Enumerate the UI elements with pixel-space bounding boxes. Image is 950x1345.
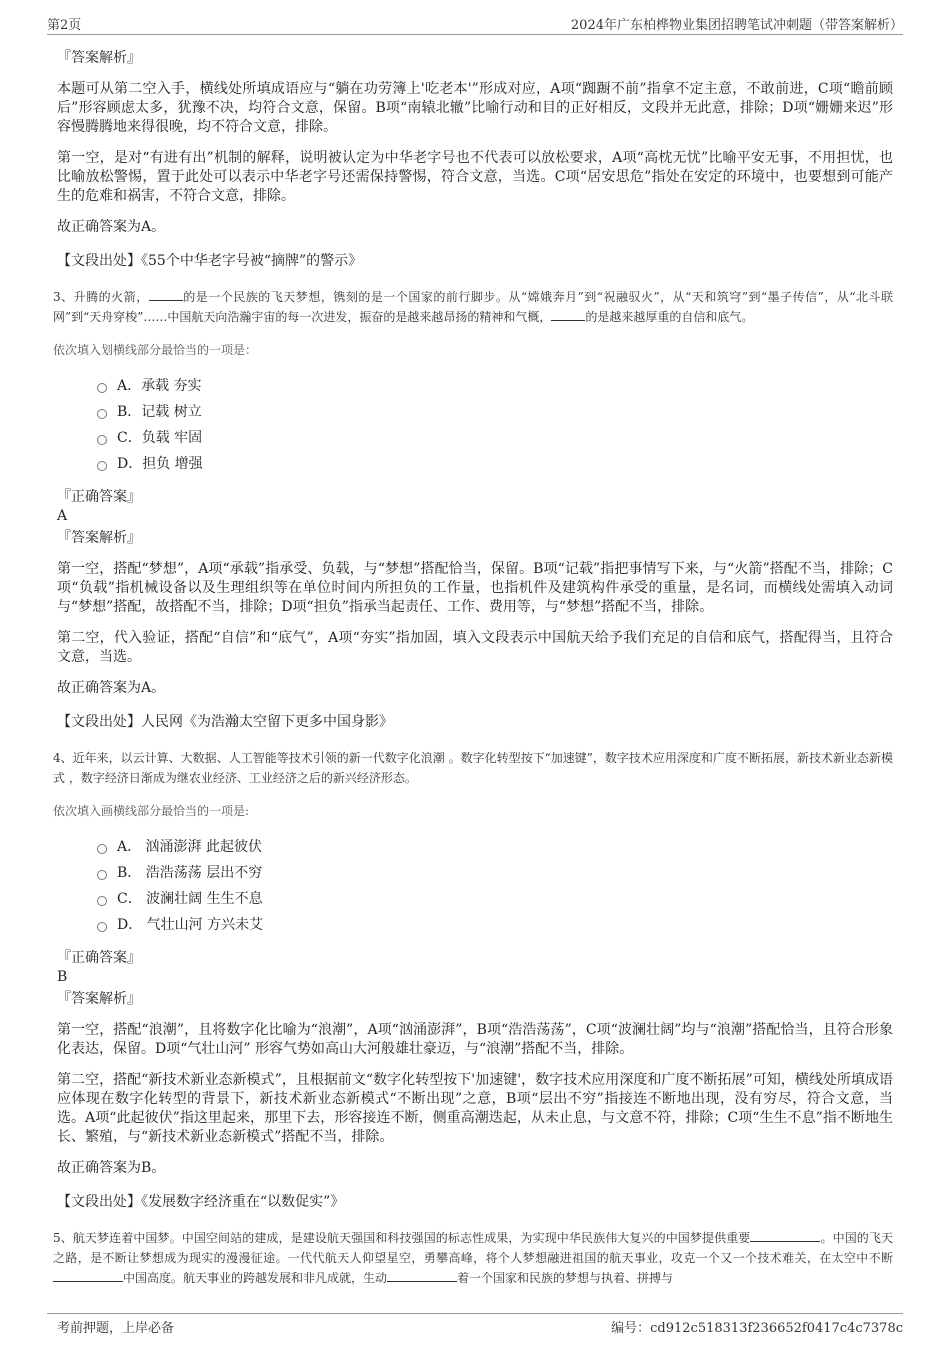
option-c[interactable]: C．负载 牢固 — [97, 425, 893, 451]
option-a[interactable]: A．承载 夯实 — [97, 373, 893, 399]
page-number: 第2页 — [47, 18, 82, 33]
answer-statement: 故正确答案为A。 — [57, 219, 166, 235]
footer-slogan: 考前押题，上岸必备 — [57, 1321, 175, 1336]
analysis-label: 『答案解析』 — [57, 530, 141, 546]
analysis-paragraph: 第一空，搭配“梦想”，A项“承载”指承受、负载，与“梦想”搭配恰当，保留。B项“记载”指把事情写下来，与“火箭”搭配不当，排除；C项“负载”指机械设备以及生理组织等在单位时间内所担负的工作量，也指机件及建筑构件承受的重量，是名词，而横线处需填入动词与“梦想”搭配，故搭配不当，排除；D项“担负”指承当起责任、工作、费用等，与“梦想”搭配不当，排除。 — [57, 561, 893, 615]
correct-answer-label: 『正确答案』 — [57, 489, 141, 505]
question-3 — [53, 287, 894, 732]
option-a[interactable]: A． 汹涌澎湃 此起彼伏 — [97, 834, 893, 860]
analysis-paragraph: 第二空，搭配“新技术新业态新模式”，且根据前文“数字化转型按下'加速键'，数字技术应用深度和广度不断拓展”可知，横线处所填成语应体现在数字化转型的背景下，新技术新业态新模式“不断出现”之意，B项“层出不穷”指接连不断地出现，没有穷尽，符合文意，当选。A项“此起彼伏”指这里起来，那里下去，形容接连不断，侧重高潮迭起，从未止息，与文意不符，排除；C项“生生不息”指不断地生长、繁殖，与“新技术新业态新模式”搭配不当，排除。 — [57, 1072, 893, 1145]
option-list — [97, 373, 893, 477]
question-text: 3、升腾的火箭， 的是一个民族的飞天梦想，镌刻的是一个国家的前行脚步。从“嫦娥奔月”到“祝融驭火”，从“天和筑穹”到“墨子传信”，从“北斗联网”到“天舟穿梭”……中国航天向浩瀚宇宙的每一次进发，振奋的是越来越昂扬的精神和气概， 的是越来越厚重的自信和底气。 — [53, 290, 894, 324]
analysis-label: 『答案解析』 — [57, 991, 141, 1007]
fill-blank — [53, 1269, 123, 1282]
document-id: 编号：cd912c518313f236652f0417c4c7378c — [611, 1321, 903, 1336]
correct-answer: B — [57, 969, 68, 985]
question-5 — [53, 1228, 893, 1288]
option-c[interactable]: C． 波澜壮阔 生生不息 — [97, 886, 893, 912]
source-citation: 【文段出处】《发展数字经济重在“以数促实”》 — [57, 1194, 345, 1210]
radio-icon[interactable] — [97, 896, 107, 906]
page-footer — [47, 1313, 903, 1336]
correct-answer: A — [57, 508, 68, 524]
analysis-label: 『答案解析』 — [57, 50, 141, 66]
question-text: 5、航天梦连着中国梦。中国空间站的建成，是建设航天强国和科技强国的标志性成果，为实现中华民族伟大复兴的中国梦提供重要 。中国的飞天之路，是不断让梦想成为现实的漫漫征途。一代代航天人仰望星空，勇攀高峰，将个人梦想融进祖国的航天事业，攻克一个又一个技术难关，在太空中不断中国高度。航天事业的跨越发展和非凡成就，生动 着一个国家和民族的梦想与执着、拼搏与 — [53, 1231, 893, 1285]
document-title: 2024年广东柏桦物业集团招聘笔试冲刺题（带答案解析） — [570, 18, 903, 33]
option-d[interactable]: D．担负 增强 — [97, 451, 893, 477]
source-citation: 【文段出处】《55个中华老字号被“摘牌”的警示》 — [57, 253, 363, 269]
option-list — [97, 834, 893, 938]
radio-icon[interactable] — [97, 461, 107, 471]
fill-blank — [750, 1229, 820, 1242]
fill-blank — [149, 288, 183, 301]
analysis-paragraph: 第二空，代入验证，搭配“自信”和“底气”，A项“夯实”指加固，填入文段表示中国航天给予我们充足的自信和底气，搭配得当，且符合文意，当选。 — [57, 630, 893, 665]
analysis-paragraph: 第一空，是对“有进有出”机制的解释，说明被认定为中华老字号也不代表可以放松要求，A项“高枕无忧”比喻平安无事，不用担忧，也比喻放松警惕，置于此处可以表示中华老字号还需保持警惕，符合文意，当选。C项“居安思危”指处在安定的环境中，也要想到可能产生的危难和祸害，不符合文意，排除。 — [57, 150, 893, 204]
question-2-analysis — [57, 48, 893, 271]
option-d[interactable]: D． 气壮山河 方兴未艾 — [97, 912, 893, 938]
question-4 — [53, 748, 893, 1212]
question-text: 4、近年来，以云计算、大数据、人工智能等技术引领的新一代数字化浪潮 。数字化转型按下“加速键”，数字技术应用深度和广度不断拓展，新技术新业态新模式 ，数字经济日渐成为继农业经济、工业经济之后的新兴经济形态。 — [53, 751, 893, 785]
radio-icon[interactable] — [97, 383, 107, 393]
answer-statement: 故正确答案为A。 — [57, 680, 166, 696]
option-b[interactable]: B． 浩浩荡荡 层出不穷 — [97, 860, 893, 886]
fill-blank — [551, 308, 585, 321]
radio-icon[interactable] — [97, 844, 107, 854]
question-prompt: 依次填入划横线部分最恰当的一项是： — [53, 343, 258, 357]
answer-statement: 故正确答案为B。 — [57, 1160, 166, 1176]
radio-icon[interactable] — [97, 435, 107, 445]
radio-icon[interactable] — [97, 409, 107, 419]
page-header — [47, 12, 903, 35]
fill-blank — [387, 1269, 457, 1282]
question-prompt: 依次填入画横线部分最恰当的一项是: — [53, 804, 250, 818]
document-body — [53, 45, 894, 1288]
analysis-paragraph: 第一空，搭配“浪潮”，且将数字化比喻为“浪潮”，A项“汹涌澎湃”，B项“浩浩荡荡”，C项“波澜壮阔”均与“浪潮”搭配恰当，且符合形象化表达，保留。D项“气壮山河” 形容气势如高山大河般雄壮豪迈，与“浪潮”搭配不当，排除。 — [57, 1022, 893, 1057]
source-citation: 【文段出处】人民网《为浩瀚太空留下更多中国身影》 — [57, 714, 393, 730]
option-b[interactable]: B．记载 树立 — [97, 399, 893, 425]
correct-answer-label: 『正确答案』 — [57, 950, 141, 966]
radio-icon[interactable] — [97, 922, 107, 932]
analysis-paragraph: 本题可从第二空入手，横线处所填成语应与“躺在功劳簿上'吃老本'”形成对应，A项“踟蹰不前”指拿不定主意，不敢前进，C项“瞻前顾后”形容顾虑太多，犹豫不决，均符合文意，保留。B项“南辕北辙”比喻行动和目的正好相反，文段并无此意，排除；D项“姗姗来迟”形容慢腾腾地来得很晚，均不符合文意，排除。 — [57, 81, 893, 135]
radio-icon[interactable] — [97, 870, 107, 880]
